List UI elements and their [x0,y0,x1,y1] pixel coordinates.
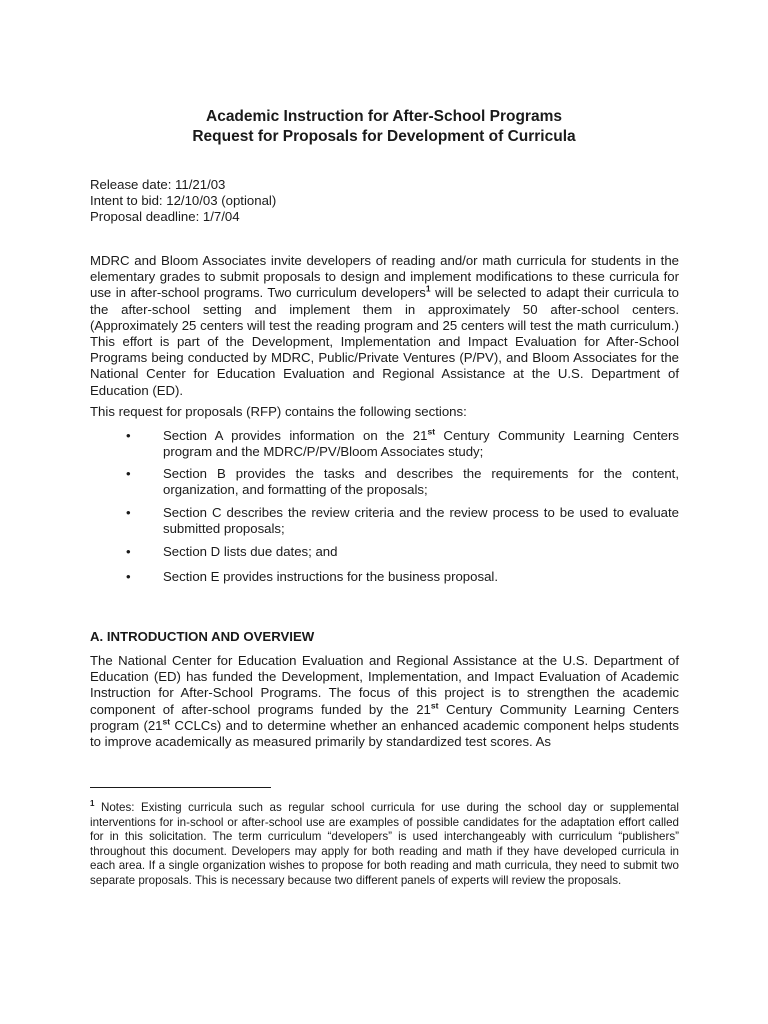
list-item [90,569,679,585]
superscript: st [430,700,439,711]
intro-text-2: will be selected to adapt their curricula to the after-school setting and implement them in approximately 50 after-school centers. (Approximately 25 centers will test the reading program and 25 centers will test the math curriculum.) This effort is part of the Development, Implementation and Impact Evaluation for After-School Programs being conducted by MDRC, Public/Private Ventures (P/PV), and Bloom Associates for the National Center for Education Evaluation and Regional Assistance at the U.S. Department of Education (ED). [90,285,679,398]
bullet-icon: • [126,428,131,443]
rfp-intro: This request for proposals (RFP) contains the following sections: [90,404,467,419]
section-a-paragraph [90,653,679,750]
superscript: st [427,426,436,437]
list-item [90,505,679,537]
section-d-text: Section D lists due dates; and [163,544,338,559]
section-c-text: Section C describes the review criteria and the review process to be used to evaluate submitted proposals; [163,505,679,537]
bullet-icon: • [126,466,131,481]
section-a-body-1: The National Center for Education Evaluation and Regional Assistance at the U.S. Department of Education (ED) has funded the Development, Implementation, and Impact Evaluation of Academic Instruction for After-School Programs. The focus of this project is to strengthen the academic component of after-school programs funded by the 21 [90,653,679,717]
section-e-text: Section E provides instructions for the business proposal. [163,569,498,584]
bullet-icon: • [126,569,131,584]
document-meta [90,177,679,226]
section-a-body-3: CCLCs) and to determine whether an enhanced academic component helps students to improve academically as measured primarily by standardized test scores. As [90,717,679,750]
bullet-icon: • [126,505,131,520]
release-date: Release date: 11/21/03 [90,177,226,192]
intent-to-bid: Intent to bid: 12/10/03 (optional) [90,193,277,209]
list-item [90,428,679,460]
footnote-mark: 1 [90,799,95,809]
section-a-text-1: Section A provides information on the 21 [163,428,428,443]
document-title-line2: Request for Proposals for Development of Curricula [192,128,576,145]
list-item [90,466,679,498]
list-item [90,544,679,560]
footnote-reference: 1 [425,284,431,295]
section-b-text: Section B provides the tasks and describes the requirements for the content, organization, and formatting of the proposals; [163,466,679,498]
proposal-deadline: Proposal deadline: 1/7/04 [90,209,240,225]
superscript: st [162,716,171,727]
footnote-divider [90,787,271,788]
section-a-heading: A. INTRODUCTION AND OVERVIEW [90,629,315,644]
footnote [90,801,679,889]
intro-text-1: MDRC and Bloom Associates invite developers of reading and/or math curricula for students in the elementary grades to submit proposals to design and implement modifications to these curricula for use in after-school programs. Two curriculum developers [90,253,679,301]
section-a-body-2: Century Community Learning Centers program (21 [90,701,679,733]
footnote-text: Notes: Existing curricula such as regular school curricula for use during the school day or supplemental interventions for in-school or after-school use are examples of possible candidates for the adaptation effort called for in this solicitation. The term curriculum “developers” is used interchangeably with curriculum “publishers” throughout this document. Developers may apply for both reading and math if they have developed curricula in each area. If a single organization wishes to propose for both reading and math curricula, they need to submit two separate proposals. This is necessary because two different panels of experts will review the proposals. [90,801,679,887]
bullet-icon: • [126,544,131,559]
document-title-line1: Academic Instruction for After-School Programs [206,108,562,125]
intro-paragraph [90,253,679,399]
section-a-text-2: Century Community Learning Centers program and the MDRC/P/PV/Bloom Associates study; [163,428,679,460]
